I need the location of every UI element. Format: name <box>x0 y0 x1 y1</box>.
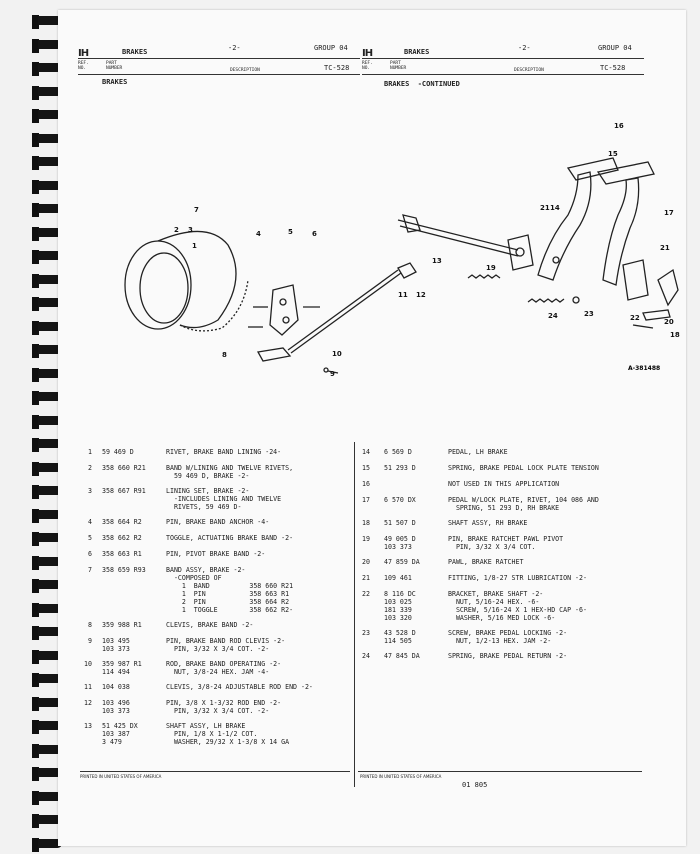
part-number: 51 293 D <box>384 464 416 472</box>
parts-row <box>356 496 666 512</box>
svg-text:14: 14 <box>550 204 560 212</box>
svg-text:15: 15 <box>608 150 618 158</box>
parts-row <box>78 699 358 715</box>
ref-number: 3 <box>88 487 92 495</box>
brake-shaft <box>398 220 518 250</box>
ref-number: 22 <box>362 590 370 598</box>
parts-catalog-page <box>58 10 686 846</box>
parts-row <box>356 629 666 645</box>
binding-ring <box>18 672 62 688</box>
header-right-group: GROUP 04 <box>598 44 632 52</box>
binding-ring <box>18 179 62 195</box>
header-left-rule <box>78 58 360 59</box>
header-right-rule2 <box>362 74 644 75</box>
svg-text:11: 11 <box>398 291 408 299</box>
header-right-description: DESCRIPTION <box>514 68 544 73</box>
binding-ring <box>18 837 62 853</box>
part-number: 6 570 DX <box>384 496 416 504</box>
parts-row <box>78 566 358 614</box>
callout-7: 7 <box>194 206 199 214</box>
part-description: BAND W/LINING AND TWELVE RIVETS, 59 469 D, BRAKE -2- <box>166 464 294 480</box>
part-number: 49 005 D 103 373 <box>384 535 416 551</box>
ref-number: 19 <box>362 535 370 543</box>
binding-ring <box>18 602 62 618</box>
toggle-bracket <box>270 285 298 335</box>
header-left-part: PART NUMBER <box>106 61 123 71</box>
parts-row <box>78 637 358 653</box>
svg-text:6: 6 <box>312 230 317 238</box>
ih-logo-right: IH <box>362 48 373 59</box>
binding-ring <box>18 484 62 500</box>
rh-pedal <box>603 178 639 285</box>
binding-ring <box>18 390 62 406</box>
ref-number: 8 <box>88 621 92 629</box>
part-number: 104 038 <box>102 683 130 691</box>
svg-text:4: 4 <box>256 230 261 238</box>
ref-number: 13 <box>84 722 92 730</box>
svg-text:17: 17 <box>664 209 674 217</box>
header-left-title: BRAKES <box>122 48 148 56</box>
part-number: 359 987 R1 114 494 <box>102 660 142 676</box>
part-description: PIN, PIVOT BRAKE BAND -2- <box>166 550 266 558</box>
svg-text:5: 5 <box>288 228 293 236</box>
ref-number: 12 <box>84 699 92 707</box>
part-number: 47 845 DA <box>384 652 420 660</box>
binding-ring <box>18 296 62 312</box>
ref-number: 6 <box>88 550 92 558</box>
footer-code: 01 805 <box>462 781 488 789</box>
spring-upper <box>468 275 500 278</box>
part-number: 47 859 DA <box>384 558 420 566</box>
figure-id: A-381488 <box>628 365 661 372</box>
ref-number: 10 <box>84 660 92 668</box>
part-number: 358 662 R2 <box>102 534 142 542</box>
binding-ring <box>18 719 62 735</box>
part-description: BAND ASSY, BRAKE -2- -COMPOSED OF 1 BAND 358 660 R21 1 PIN 358 663 R1 2 PIN 358 664 R2 1 TOGGLE 358 662 R2- <box>166 566 294 614</box>
ref-number: 14 <box>362 448 370 456</box>
binding-ring <box>18 367 62 383</box>
binding-ring <box>18 38 62 54</box>
svg-text:22: 22 <box>630 314 640 322</box>
header-right-ref: REF. NO. <box>362 61 373 71</box>
parts-row <box>78 534 358 542</box>
svg-text:10: 10 <box>332 350 342 358</box>
parts-row <box>356 535 666 551</box>
section-right: BRAKES -CONTINUED <box>384 80 460 88</box>
header-left-page: -2- <box>228 44 241 52</box>
part-number: 103 495 103 373 <box>102 637 130 653</box>
binding-ring <box>18 508 62 524</box>
part-description: PIN, BRAKE BAND ROD CLEVIS -2- PIN, 3/32 X 3/4 COT. -2- <box>166 637 286 653</box>
column-divider <box>354 442 355 787</box>
ref-number: 20 <box>362 558 370 566</box>
binding-ring <box>18 813 62 829</box>
parts-row <box>356 574 666 582</box>
section-left: BRAKES <box>102 78 128 86</box>
svg-text:23: 23 <box>584 310 594 318</box>
ref-number: 17 <box>362 496 370 504</box>
header-left-description: DESCRIPTION <box>230 68 260 73</box>
part-description: SPRING, BRAKE PEDAL RETURN -2- <box>448 652 568 660</box>
part-number: 358 660 R21 <box>102 464 146 472</box>
svg-text:9: 9 <box>330 370 335 378</box>
binding-ring <box>18 155 62 171</box>
svg-text:16: 16 <box>614 122 624 130</box>
spiral-binding <box>0 0 62 854</box>
header-left-group: GROUP 04 <box>314 44 348 52</box>
ref-number: 1 <box>88 448 92 456</box>
part-description: NOT USED IN THIS APPLICATION <box>448 480 560 488</box>
ref-number: 9 <box>88 637 92 645</box>
binding-ring <box>18 531 62 547</box>
svg-text:8: 8 <box>222 351 227 359</box>
ih-logo-left: IH <box>78 48 89 59</box>
part-description: RIVET, BRAKE BAND LINING -24- <box>166 448 282 456</box>
binding-ring <box>18 85 62 101</box>
binding-ring <box>18 625 62 641</box>
part-description: BRACKET, BRAKE SHAFT -2- NUT, 5/16-24 HEX. -6- SCREW, 5/16-24 X 1 HEX-HD CAP -6- WASHER, 5/16 MED LOCK -6- <box>448 590 587 622</box>
parts-row <box>356 464 666 472</box>
svg-text:24: 24 <box>548 312 558 320</box>
svg-text:18: 18 <box>670 331 680 339</box>
header-right-part: PART NUMBER <box>390 61 407 71</box>
parts-row <box>78 722 358 746</box>
binding-ring <box>18 555 62 571</box>
part-description: PEDAL W/LOCK PLATE, RIVET, 104 086 AND SPRING, 51 293 D, RH BRAKE <box>448 496 599 512</box>
header-right-page: -2- <box>518 44 531 52</box>
svg-text:2: 2 <box>174 226 179 234</box>
svg-text:20: 20 <box>664 318 674 326</box>
part-description: SHAFT ASSY, RH BRAKE <box>448 519 528 527</box>
part-description: LINING SET, BRAKE -2- -INCLUDES LINING AND TWELVE RIVETS, 59 469 D- <box>166 487 282 511</box>
header-left-ref: REF. NO. <box>78 61 89 71</box>
part-description: TOGGLE, ACTUATING BRAKE BAND -2- <box>166 534 294 542</box>
spring-lower <box>528 299 564 302</box>
binding-ring <box>18 414 62 430</box>
part-description: SCREW, BRAKE PEDAL LOCKING -2- NUT, 1/2-13 HEX. JAM -2- <box>448 629 568 645</box>
footer-rule-right <box>358 771 642 772</box>
parts-row <box>356 480 666 488</box>
binding-ring <box>18 790 62 806</box>
part-number: 359 988 R1 <box>102 621 142 629</box>
operating-rod <box>288 270 398 350</box>
parts-row <box>78 464 358 480</box>
part-number: 51 425 DX 103 387 3 479 <box>102 722 138 746</box>
brake-exploded-diagram <box>98 120 680 390</box>
parts-row <box>78 621 358 629</box>
parts-row <box>356 558 666 566</box>
ref-number: 4 <box>88 518 92 526</box>
ref-number: 7 <box>88 566 92 574</box>
part-number: 43 528 D 114 505 <box>384 629 416 645</box>
part-number: 103 496 103 373 <box>102 699 130 715</box>
parts-row <box>78 518 358 526</box>
part-description: PIN, 3/8 X 1-3/32 ROD END -2- PIN, 3/32 X 3/4 COT. -2- <box>166 699 282 715</box>
ref-number: 15 <box>362 464 370 472</box>
ref-number: 21 <box>362 574 370 582</box>
header-left-code: TC-528 <box>324 64 350 72</box>
parts-row <box>78 683 358 691</box>
parts-row <box>356 590 666 622</box>
binding-ring <box>18 108 62 124</box>
binding-ring <box>18 249 62 265</box>
binding-ring <box>18 766 62 782</box>
part-number: 109 461 <box>384 574 412 582</box>
parts-list-left <box>78 448 358 778</box>
svg-text:12: 12 <box>416 291 426 299</box>
header-left-rule2 <box>78 74 360 75</box>
svg-text:3: 3 <box>188 226 193 234</box>
part-number: 51 507 D <box>384 519 416 527</box>
part-description: CLEVIS, 3/8-24 ADJUSTABLE ROD END -2- <box>166 683 313 691</box>
part-description: PEDAL, LH BRAKE <box>448 448 508 456</box>
footer-printed-right: PRINTED IN UNITED STATES OF AMERICA <box>360 774 442 779</box>
parts-row <box>356 519 666 527</box>
header-right-code: TC-528 <box>600 64 626 72</box>
svg-text:13: 13 <box>432 257 442 265</box>
binding-ring <box>18 320 62 336</box>
part-description: PIN, BRAKE RATCHET PAWL PIVOT PIN, 3/32 X 3/4 COT. <box>448 535 564 551</box>
binding-ring <box>18 437 62 453</box>
svg-text:21: 21 <box>660 244 670 252</box>
part-number: 6 569 D <box>384 448 412 456</box>
binding-ring <box>18 61 62 77</box>
part-description: SHAFT ASSY, LH BRAKE PIN, 1/8 X 1-1/2 COT. WASHER, 29/32 X 1-3/8 X 14 GA <box>166 722 290 746</box>
ref-number: 5 <box>88 534 92 542</box>
part-description: CLEVIS, BRAKE BAND -2- <box>166 621 254 629</box>
part-description: ROD, BRAKE BAND OPERATING -2- NUT, 3/8-24 HEX. JAM -4- <box>166 660 282 676</box>
binding-ring <box>18 226 62 242</box>
ref-number: 23 <box>362 629 370 637</box>
svg-text:1: 1 <box>192 242 197 250</box>
binding-ring <box>18 132 62 148</box>
svg-text:19: 19 <box>486 264 496 272</box>
parts-row <box>356 652 666 660</box>
part-number: 358 667 R91 <box>102 487 146 495</box>
ref-number: 24 <box>362 652 370 660</box>
part-number: 8 116 DC 103 025 181 339 103 320 <box>384 590 416 622</box>
part-description: FITTING, 1/8-27 STR LUBRICATION -2- <box>448 574 587 582</box>
header-right-title: BRAKES <box>404 48 430 56</box>
ref-number: 18 <box>362 519 370 527</box>
binding-ring <box>18 343 62 359</box>
footer-printed-left: PRINTED IN UNITED STATES OF AMERICA <box>80 774 162 779</box>
part-description: PAWL, BRAKE RATCHET <box>448 558 524 566</box>
part-number: 358 659 R93 <box>102 566 146 574</box>
part-description: PIN, BRAKE BAND ANCHOR -4- <box>166 518 270 526</box>
header-right-rule <box>362 58 644 59</box>
binding-ring <box>18 202 62 218</box>
ref-number: 11 <box>84 683 92 691</box>
part-number: 358 663 R1 <box>102 550 142 558</box>
parts-row <box>356 448 666 456</box>
parts-row <box>78 550 358 558</box>
lh-pedal <box>538 172 591 280</box>
binding-ring <box>18 578 62 594</box>
footer-rule-left <box>80 771 350 772</box>
parts-row <box>78 660 358 676</box>
parts-row <box>78 487 358 511</box>
binding-ring <box>18 743 62 759</box>
part-description: SPRING, BRAKE PEDAL LOCK PLATE TENSION <box>448 464 599 472</box>
part-number: 59 469 D <box>102 448 134 456</box>
ref-number: 16 <box>362 480 370 488</box>
part-number: 358 664 R2 <box>102 518 142 526</box>
ref-number: 2 <box>88 464 92 472</box>
svg-text:21: 21 <box>540 204 550 212</box>
binding-ring <box>18 649 62 665</box>
binding-ring <box>18 461 62 477</box>
parts-list-right <box>356 448 666 708</box>
binding-ring <box>18 696 62 712</box>
binding-ring <box>18 14 62 30</box>
parts-row <box>78 448 358 456</box>
binding-ring <box>18 273 62 289</box>
